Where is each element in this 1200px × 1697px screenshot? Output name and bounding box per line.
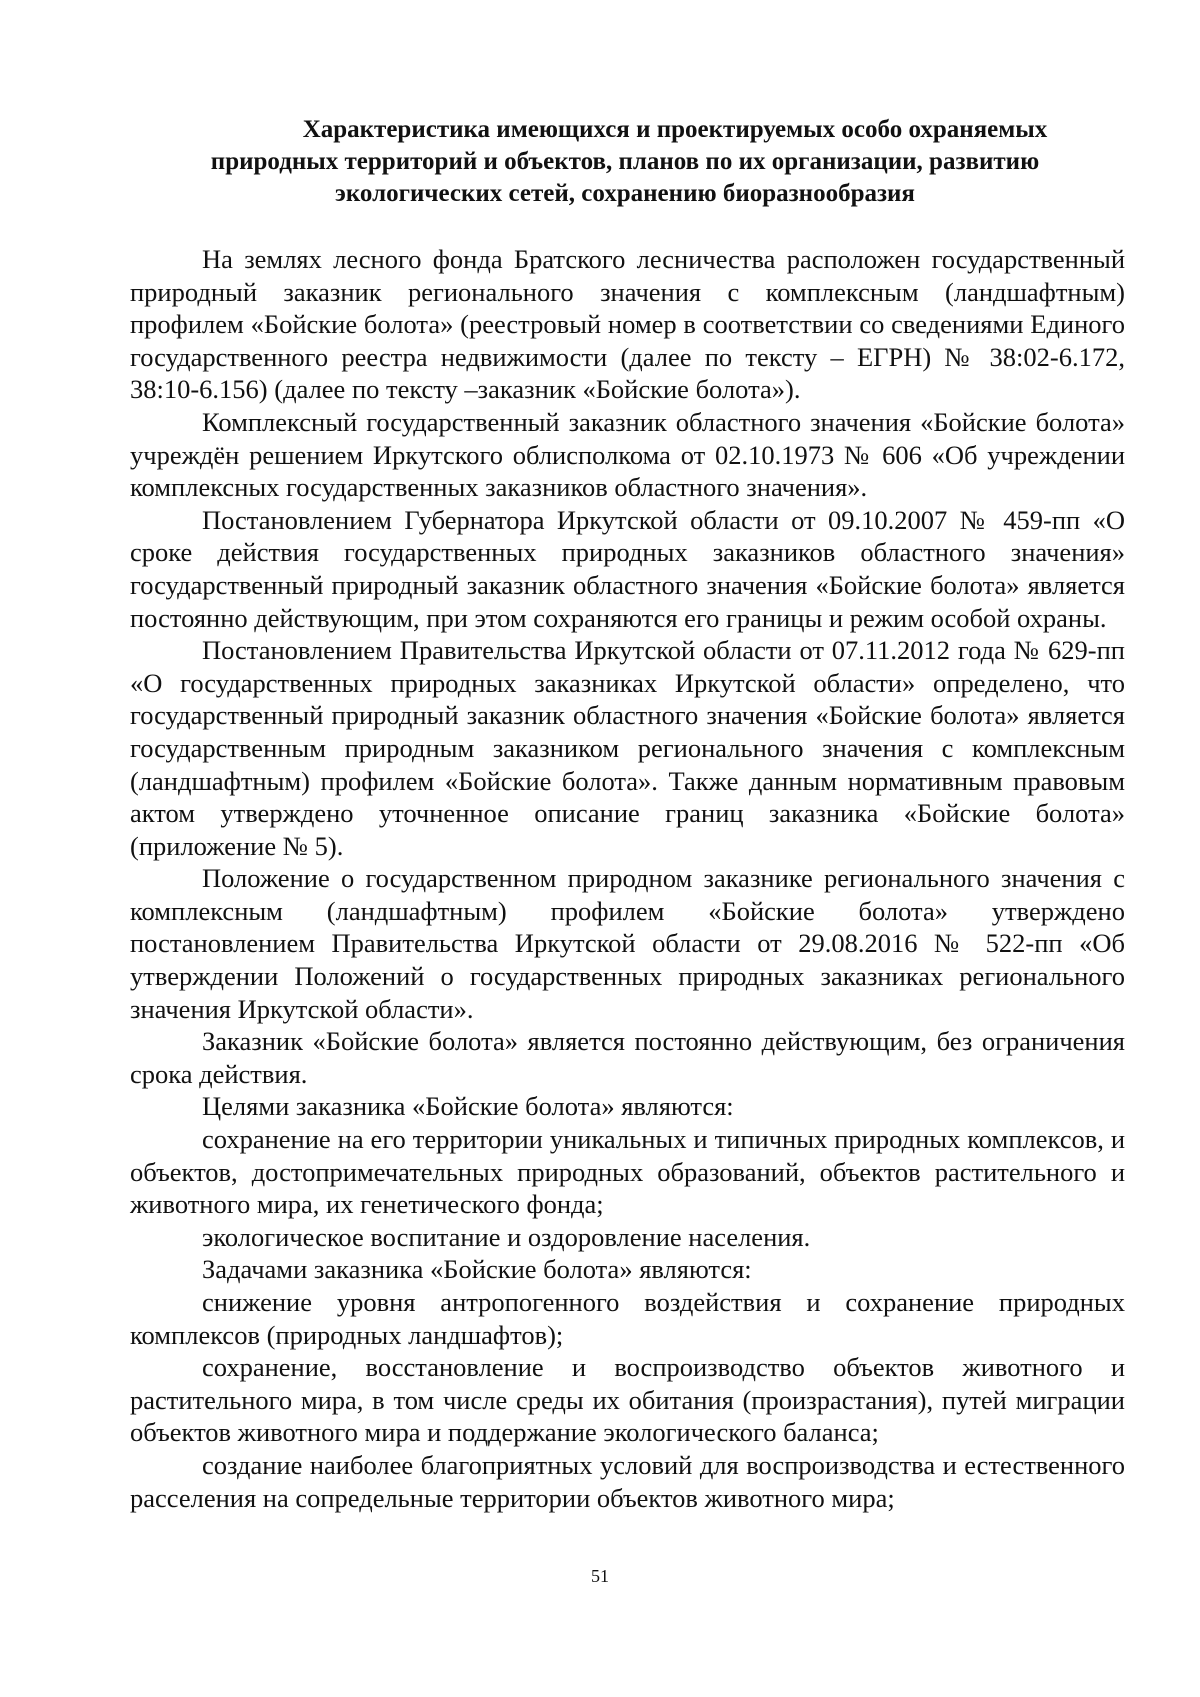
- paragraph-tasks-intro: Задачами заказника «Бойские болота» являются:: [202, 1254, 752, 1285]
- heading-line-1: Характеристика имеющихся и проектируемых особо охраняемых: [302, 116, 1048, 143]
- page-number: 51: [591, 1566, 609, 1586]
- paragraph-goals-intro: Целями заказника «Бойские болота» являются:: [202, 1091, 734, 1122]
- paragraph-task-impact-reduction: снижение уровня антропогенного воздействия и сохранение природных комплексов (природных ландшафтов);: [130, 1287, 1125, 1350]
- document-body: [130, 243, 1125, 1514]
- paragraph-establishment: Комплексный государственный заказник областного значения «Бойские болота» учреждён решением Иркутского облисполкома от 02.10.1973 № 606 «Об учреждении комплексных государственных заказников областного значения».: [130, 406, 1125, 503]
- paragraph-task-favorable-conditions: создание наиболее благоприятных условий для воспроизводства и естественного расселения на сопредельные территории объектов животного мира;: [130, 1449, 1125, 1513]
- heading-line-2: природных территорий и объектов, планов по их организации, развитию: [210, 148, 1040, 175]
- paragraph-regulation-2016: Положение о государственном природном заказнике регионального значения с комплексным (ландшафтным) профилем «Бойские болота» утверждено постановлением Правительства Иркутской области от 29.08.2016 № 522-пп «Об утверждении Положений о государственных природных заказниках регионального значения Иркутской области».: [130, 863, 1125, 1024]
- paragraph-governor-decree: Постановлением Губернатора Иркутской области от 09.10.2007 № 459-пп «О сроке действия государственных природных заказников областного значения» государственный природный заказник областного значения «Бойские болота» является постоянно действующим, при этом сохраняются его границы и режим особой охраны.: [130, 504, 1125, 633]
- section-heading: [130, 114, 1120, 210]
- paragraph-goal-preservation: сохранение на его территории уникальных и типичных природных комплексов, и объектов, достопримечательных природных образований, объектов растительного и животного мира, их генетического фонда;: [130, 1124, 1125, 1220]
- paragraph-duration: Заказник «Бойские болота» является постоянно действующим, без ограничения срока действия.: [130, 1026, 1125, 1089]
- paragraph-goal-education: экологическое воспитание и оздоровление населения.: [202, 1221, 811, 1252]
- paragraph-task-restoration: сохранение, восстановление и воспроизводство объектов животного и растительного мира, в том числе среды их обитания (произрастания), путей миграции объектов животного мира и поддержание экологического баланса;: [130, 1352, 1125, 1448]
- paragraph-government-decree-2012: Постановлением Правительства Иркутской области от 07.11.2012 года № 629-пп «О государственных природных заказниках Иркутской области» определено, что государственный природный заказник областного значения «Бойские болота» является государственным природным заказником регионального значения с комплексным (ландшафтным) профилем «Бойские болота». Также данным нормативным правовым актом утверждено уточненное описание границ заказника «Бойские болота» (приложение № 5).: [130, 635, 1125, 861]
- paragraph-reserve-location: На землях лесного фонда Братского лесничества расположен государственный природный заказник регионального значения с комплексным (ландшафтным) профилем «Бойские болота» (реестровый номер в соответствии со сведениями Единого государственного реестра недвижимости (далее по тексту – ЕГРН) № 38:02-6.172, 38:10-6.156) (далее по тексту –заказник «Бойские болота»).: [130, 244, 1125, 405]
- heading-line-3: экологических сетей, сохранению биоразнообразия: [335, 180, 915, 207]
